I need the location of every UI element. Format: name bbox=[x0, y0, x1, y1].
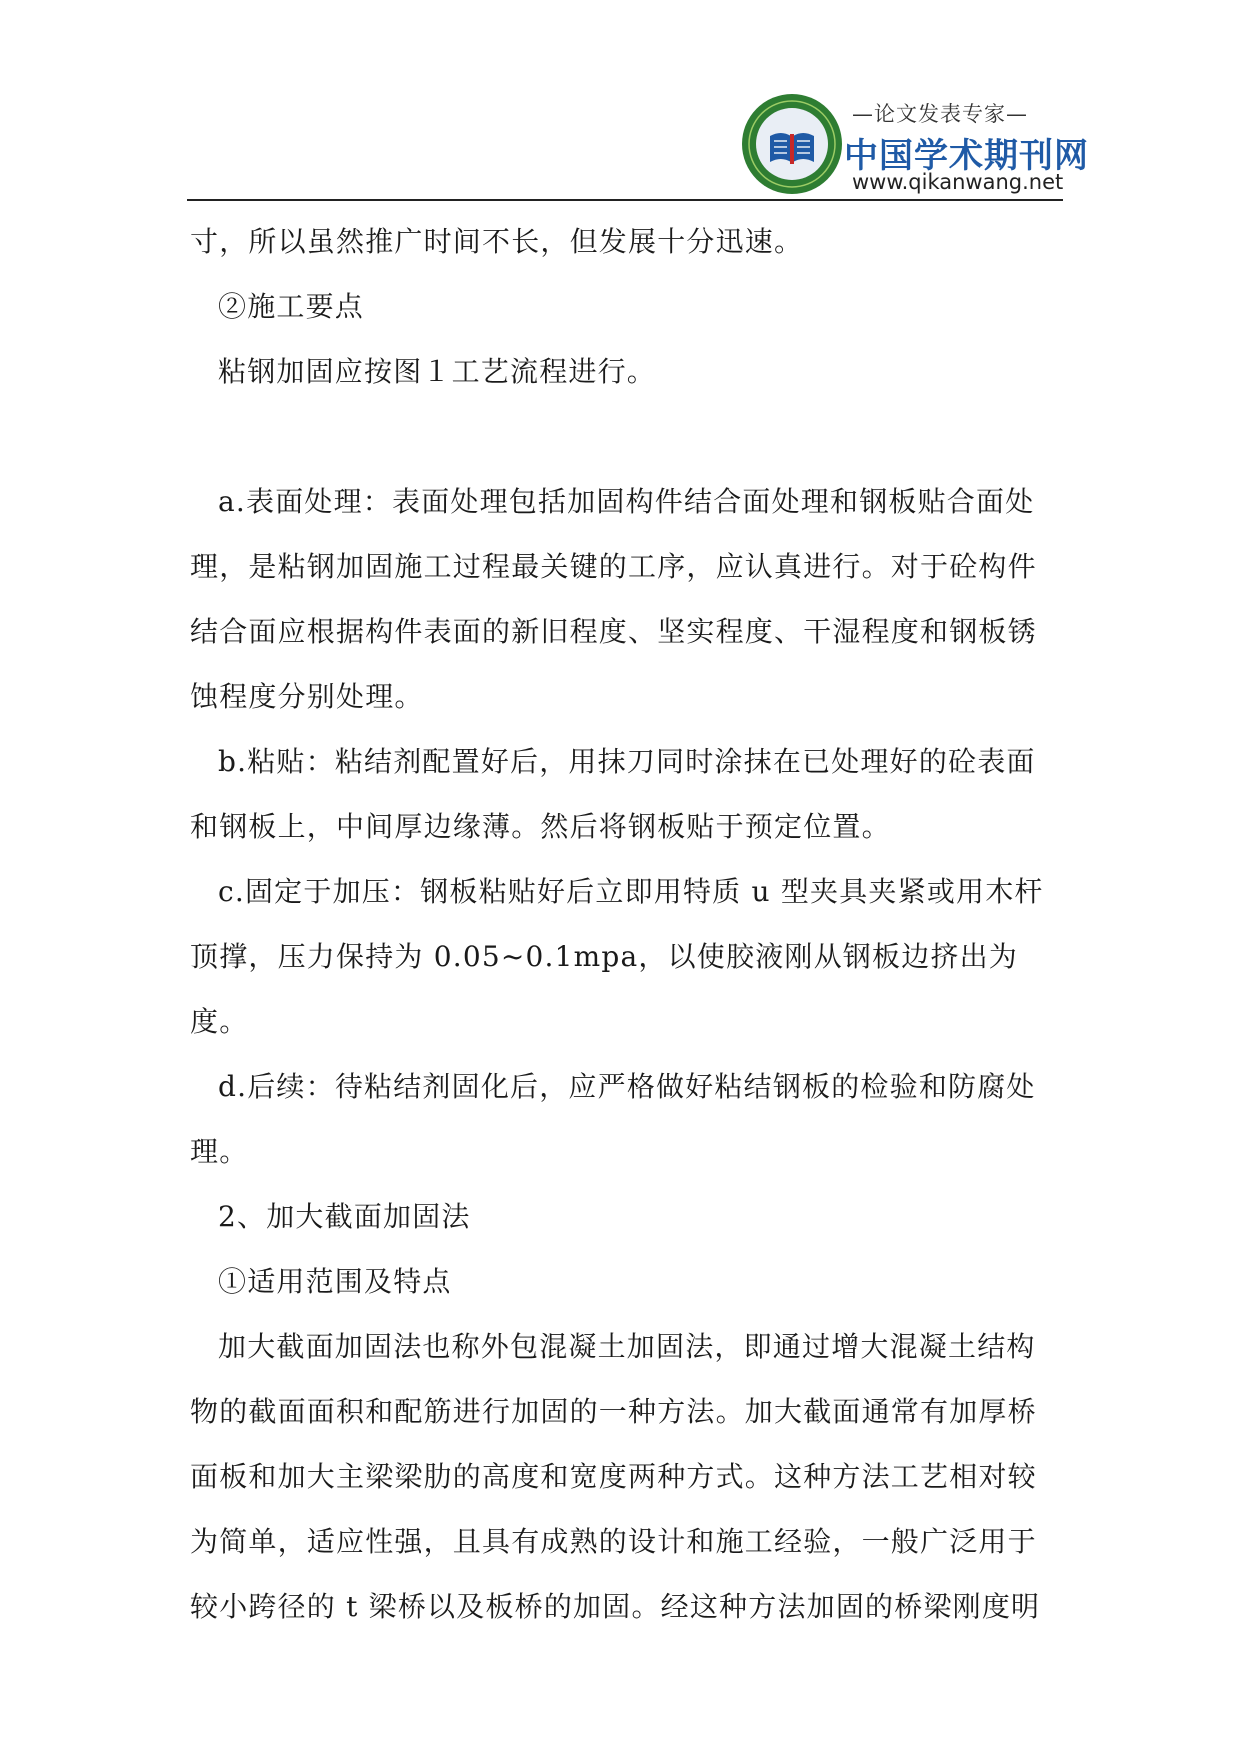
logo-seal-icon bbox=[740, 92, 844, 196]
document-body bbox=[190, 209, 1050, 1639]
text-line: 顶撑，压力保持为 0.05~0.1mpa，以使胶液刚从钢板边挤出为度。 bbox=[190, 940, 1019, 1038]
paragraph bbox=[190, 469, 1050, 729]
paragraph bbox=[190, 1184, 1050, 1249]
paragraph bbox=[190, 729, 1050, 859]
paragraph bbox=[190, 339, 1050, 404]
text-line: 和钢板上，中间厚边缘薄。然后将钢板贴于预定位置。 bbox=[190, 810, 891, 843]
logo-tagline: —论文发表专家— bbox=[852, 102, 1028, 126]
text-line: 蚀程度分别处理。 bbox=[190, 680, 424, 713]
paragraph bbox=[190, 209, 1050, 274]
paragraph-gap bbox=[190, 404, 1050, 469]
text-line: 面板和加大主梁梁肋的高度和宽度两种方式。这种方法工艺相对较 bbox=[190, 1460, 1037, 1493]
header-divider bbox=[187, 199, 1063, 201]
text-line: 加大截面加固法也称外包混凝土加固法，即通过增大混凝土结构 bbox=[218, 1330, 1036, 1363]
text-line: 结合面应根据构件表面的新旧程度、坚实程度、干湿程度和钢板锈 bbox=[190, 615, 1037, 648]
text-line: 较小跨径的 t 梁桥以及板桥的加固。经这种方法加固的桥梁刚度明 bbox=[190, 1590, 1041, 1623]
logo-url: www.qikanwang.net bbox=[852, 170, 1064, 194]
text-line: 为简单，适应性强，且具有成熟的设计和施工经验，一般广泛用于 bbox=[190, 1525, 1037, 1558]
text-line: 理。 bbox=[190, 1135, 249, 1168]
paragraph bbox=[190, 1249, 1050, 1314]
text-line: 寸，所以虽然推广时间不长，但发展十分迅速。 bbox=[190, 225, 804, 258]
paragraph bbox=[190, 859, 1050, 1054]
text-line: 2、加大截面加固法 bbox=[218, 1200, 471, 1233]
text-line: 物的截面面积和配筋进行加固的一种方法。加大截面通常有加厚桥 bbox=[190, 1395, 1037, 1428]
text-line: ①适用范围及特点 bbox=[218, 1265, 452, 1298]
text-line: d.后续：待粘结剂固化后，应严格做好粘结钢板的检验和防腐处 bbox=[218, 1070, 1036, 1103]
text-line: b.粘贴：粘结剂配置好后，用抹刀同时涂抹在已处理好的砼表面 bbox=[218, 745, 1036, 778]
paragraph bbox=[190, 274, 1050, 339]
text-line: c.固定于加压：钢板粘贴好后立即用特质 u 型夹具夹紧或用木杆 bbox=[218, 875, 1044, 908]
logo-name: 中国学术期刊网 bbox=[844, 136, 1089, 176]
text-line: 粘钢加固应按图１工艺流程进行。 bbox=[218, 355, 657, 388]
paragraph bbox=[190, 1314, 1050, 1639]
publisher-logo bbox=[740, 92, 1089, 200]
paragraph bbox=[190, 1054, 1050, 1184]
text-line: ②施工要点 bbox=[218, 290, 365, 323]
text-line: a.表面处理：表面处理包括加固构件结合面处理和钢板贴合面处 bbox=[218, 485, 1035, 518]
text-line: 理，是粘钢加固施工过程最关键的工序，应认真进行。对于砼构件 bbox=[190, 550, 1037, 583]
